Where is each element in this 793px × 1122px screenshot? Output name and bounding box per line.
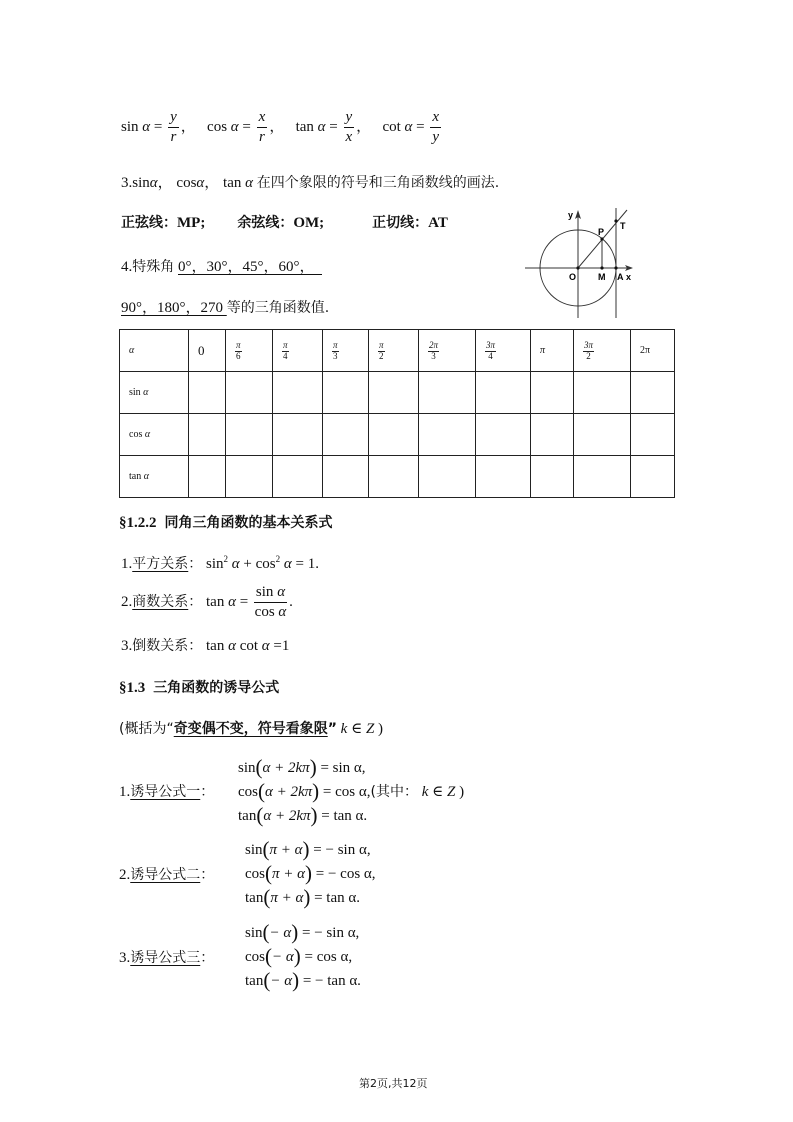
argument: − α bbox=[270, 973, 293, 989]
numerator: x bbox=[430, 110, 441, 128]
fn-name: cos bbox=[129, 429, 143, 440]
argument: − α bbox=[272, 949, 294, 965]
fn-name: cos bbox=[207, 118, 228, 135]
definitions-line bbox=[121, 110, 443, 145]
induction-formula-1-label bbox=[119, 781, 214, 801]
table-header-cell bbox=[531, 330, 574, 372]
item4-suffix: 等的三角函数值. bbox=[226, 300, 330, 316]
label-M: M bbox=[598, 272, 606, 282]
row-label-cell bbox=[120, 414, 189, 456]
fn-name: sin bbox=[245, 925, 263, 941]
rhs: = tan α. bbox=[314, 890, 360, 906]
quote-close: ” bbox=[327, 721, 337, 737]
relation-label: 商数关系 bbox=[132, 593, 189, 610]
operator: ∈ bbox=[351, 721, 363, 737]
table-cell[interactable] bbox=[189, 456, 226, 498]
var: Z bbox=[447, 784, 456, 800]
rhs: = − cos α, bbox=[315, 866, 376, 882]
section-title: 同角三角函数的基本关系式 bbox=[164, 515, 333, 531]
argument: α + 2kπ bbox=[265, 784, 313, 800]
formula-line: sin(π + α) = − sin α, bbox=[245, 837, 371, 861]
item-number: 1. bbox=[121, 556, 133, 572]
value: 1. bbox=[307, 556, 319, 572]
mnemonic-line bbox=[119, 718, 383, 738]
numerator: π bbox=[283, 340, 288, 351]
denominator: 4 bbox=[283, 350, 288, 361]
denominator: 2 bbox=[586, 350, 591, 361]
formula-label: 诱导公式一 bbox=[130, 784, 201, 800]
fn-name: tan bbox=[295, 118, 314, 135]
point-T bbox=[614, 219, 617, 222]
induction-formula-2 bbox=[245, 838, 376, 910]
denominator: 2 bbox=[379, 350, 384, 361]
cosine-line-label: 余弦线： bbox=[237, 215, 294, 231]
denominator bbox=[255, 603, 287, 620]
induction-formula-1 bbox=[238, 756, 464, 828]
denominator: x bbox=[345, 129, 353, 145]
var: α bbox=[245, 175, 253, 191]
reciprocal-relation bbox=[121, 635, 289, 655]
formula-line: tan(π + α) = tan α. bbox=[245, 885, 360, 909]
formula-line: cos(π + α) = − cos α, bbox=[245, 861, 376, 885]
fn-name: cos bbox=[245, 949, 265, 965]
formula-label: 诱导公式三 bbox=[130, 950, 201, 966]
row-label-cell bbox=[120, 372, 189, 414]
rhs: = − sin α, bbox=[313, 842, 371, 858]
table-cell[interactable] bbox=[574, 414, 631, 456]
section-number: §1.3 bbox=[119, 680, 146, 696]
fn-name: sin bbox=[129, 387, 141, 398]
var: α bbox=[230, 118, 239, 135]
var: α bbox=[196, 175, 205, 191]
sine-line-label: 正弦线： bbox=[121, 215, 177, 231]
section-122-heading bbox=[119, 512, 333, 532]
formula-line: tan(− α) = − tan α. bbox=[245, 968, 361, 992]
fn-name: sin bbox=[245, 842, 263, 858]
var: k bbox=[340, 721, 348, 737]
def-cos: cos α = $\frac{x}{r}$ ， bbox=[207, 109, 285, 145]
rhs: = cos α, bbox=[304, 949, 353, 965]
table-header-cell bbox=[476, 330, 531, 372]
unit-circle-diagram bbox=[515, 200, 645, 325]
table-cell[interactable] bbox=[273, 414, 323, 456]
argument: π + α bbox=[270, 890, 304, 906]
var: Z bbox=[365, 721, 375, 737]
table-header-cell bbox=[323, 330, 369, 372]
table-cell[interactable] bbox=[323, 414, 369, 456]
rhs: = − sin α, bbox=[302, 925, 360, 941]
table-cell[interactable] bbox=[631, 414, 675, 456]
rhs: = − tan α. bbox=[302, 973, 361, 989]
fn-name: cos bbox=[245, 866, 265, 882]
denominator: 3 bbox=[431, 350, 436, 361]
fraction bbox=[428, 341, 439, 361]
label-y: y bbox=[568, 210, 574, 220]
section-number: §1.2.2 bbox=[119, 515, 157, 531]
table-cell[interactable] bbox=[369, 372, 419, 414]
formula-label: 诱导公式二 bbox=[130, 867, 201, 883]
colon: ： bbox=[200, 950, 215, 966]
paren-close: ) bbox=[459, 784, 465, 800]
item4-line1 bbox=[121, 255, 322, 276]
sine-line-value: MP; bbox=[177, 215, 206, 231]
table-cell[interactable] bbox=[631, 372, 675, 414]
table-cell[interactable] bbox=[476, 372, 531, 414]
cosine-line-value: OM; bbox=[293, 215, 325, 231]
fraction bbox=[282, 341, 289, 361]
trig-lines-row bbox=[121, 212, 448, 232]
formula-line: cos(− α) = cos α, bbox=[245, 944, 353, 968]
var: α bbox=[143, 387, 149, 398]
denominator: r bbox=[259, 129, 265, 145]
table-cell[interactable] bbox=[273, 456, 323, 498]
special-angles-line2: 90°，180°，270 bbox=[121, 300, 223, 316]
fraction bbox=[344, 110, 355, 145]
point-P bbox=[600, 237, 603, 240]
table-header-cell bbox=[369, 330, 419, 372]
label-O: O bbox=[569, 272, 577, 282]
table-header-cell bbox=[189, 330, 226, 372]
table-cell[interactable] bbox=[574, 372, 631, 414]
numerator: π bbox=[333, 340, 338, 351]
var: α bbox=[228, 638, 236, 654]
separator: ， bbox=[356, 118, 372, 135]
colon: ： bbox=[200, 784, 215, 800]
def-sin: sin α = $\frac{y}{r}$ ， bbox=[121, 109, 196, 145]
fn-name: sin bbox=[121, 118, 139, 135]
table-cell[interactable] bbox=[273, 372, 323, 414]
table-cell[interactable] bbox=[531, 456, 574, 498]
fn-name: tan bbox=[245, 890, 264, 906]
table-cell[interactable] bbox=[419, 456, 476, 498]
mnemonic-rule: 奇变偶不变，符号看象限 bbox=[173, 721, 328, 737]
separator: ， bbox=[204, 175, 220, 191]
relation-label: 倒数关系 bbox=[132, 638, 189, 654]
header-value: π bbox=[540, 345, 546, 356]
separator: ， bbox=[269, 118, 285, 135]
fn-name: tan bbox=[245, 973, 264, 989]
var: α bbox=[283, 556, 292, 572]
point-M bbox=[600, 266, 603, 269]
denominator: 6 bbox=[236, 350, 241, 361]
table-cell[interactable] bbox=[531, 414, 574, 456]
var: α bbox=[317, 118, 326, 135]
colon: ： bbox=[200, 867, 215, 883]
operator: = bbox=[295, 556, 304, 572]
fraction bbox=[378, 341, 385, 361]
table-cell[interactable] bbox=[531, 372, 574, 414]
fraction bbox=[430, 110, 441, 145]
formula-line: sin(α + 2kπ) = sin α, bbox=[238, 755, 366, 779]
square-relation bbox=[121, 553, 319, 573]
argument: α + 2kπ bbox=[263, 808, 311, 824]
table-cell[interactable] bbox=[226, 456, 273, 498]
def-tan: tan α = $\frac{y}{x}$ ， bbox=[295, 109, 372, 145]
var: α bbox=[277, 584, 286, 600]
alpha-symbol: α bbox=[129, 345, 135, 356]
item4-line2 bbox=[121, 296, 329, 317]
label-A: A bbox=[617, 272, 624, 282]
var: α bbox=[143, 471, 149, 482]
value: 1 bbox=[281, 638, 290, 654]
fraction bbox=[168, 110, 179, 145]
numerator: x bbox=[257, 110, 268, 128]
fraction bbox=[235, 341, 242, 361]
table-header-cell bbox=[226, 330, 273, 372]
table-cell[interactable] bbox=[369, 414, 419, 456]
table-header-cell bbox=[631, 330, 675, 372]
table-cell[interactable] bbox=[323, 372, 369, 414]
summary-open: (概括为“ bbox=[119, 721, 174, 737]
denominator: 3 bbox=[333, 350, 338, 361]
table-cell[interactable] bbox=[476, 414, 531, 456]
numerator: y bbox=[344, 110, 355, 128]
table-row bbox=[120, 414, 675, 456]
row-label-cell bbox=[120, 456, 189, 498]
item3-text: 在四个象限的符号和三角函数线的画法. bbox=[256, 175, 500, 191]
fn-name: cos bbox=[254, 604, 275, 620]
denominator: 4 bbox=[488, 350, 493, 361]
table-cell[interactable] bbox=[323, 456, 369, 498]
var: α bbox=[278, 604, 287, 620]
fraction bbox=[254, 585, 287, 620]
numerator: π bbox=[236, 340, 241, 351]
special-angles-line1: 0°，30°，45°，60°， bbox=[178, 259, 315, 275]
label-P: P bbox=[598, 227, 605, 237]
table-cell[interactable] bbox=[189, 414, 226, 456]
fn-name: sin bbox=[238, 760, 256, 776]
table-cell[interactable] bbox=[226, 414, 273, 456]
table-cell[interactable] bbox=[419, 372, 476, 414]
numerator: 3π bbox=[584, 340, 594, 351]
item-number: 3. bbox=[121, 175, 133, 191]
fn-name: sin bbox=[255, 584, 274, 600]
fn-name: sin bbox=[132, 175, 150, 191]
fraction bbox=[583, 341, 594, 361]
item4-prefix: 特殊角 bbox=[132, 259, 175, 275]
var: α bbox=[142, 118, 151, 135]
note-open: (其中： bbox=[370, 784, 418, 800]
argument: α + 2kπ bbox=[262, 760, 310, 776]
var: α bbox=[228, 593, 236, 610]
var: α bbox=[231, 556, 240, 572]
table-cell[interactable] bbox=[574, 456, 631, 498]
fn-name: cos bbox=[238, 784, 258, 800]
numerator bbox=[254, 585, 287, 603]
table-corner-cell bbox=[120, 330, 189, 372]
section-13-heading bbox=[119, 677, 279, 697]
page-footer: 第2页,共12页 bbox=[359, 1077, 428, 1090]
argument: π + α bbox=[272, 866, 306, 882]
fn-name: cos bbox=[255, 556, 276, 572]
table-header-cell bbox=[574, 330, 631, 372]
fn-name: cos bbox=[176, 175, 197, 191]
formula-line: tan(α + 2kπ) = tan α. bbox=[238, 803, 368, 827]
fn-name: tan bbox=[206, 638, 225, 654]
argument: − α bbox=[269, 925, 292, 941]
rhs: = sin α, bbox=[320, 760, 366, 776]
table-cell[interactable] bbox=[631, 456, 675, 498]
tangent-line-label: 正切线： bbox=[372, 215, 429, 231]
induction-formula-3-label bbox=[119, 947, 214, 967]
induction-formula-2-label bbox=[119, 864, 214, 884]
item3-line bbox=[121, 171, 499, 192]
header-value: 0 bbox=[198, 342, 205, 358]
relation-label: 平方关系 bbox=[132, 556, 189, 572]
formula-line: cos(α + 2kπ) = cos α,(其中： k ∈ Z ) bbox=[238, 779, 465, 803]
table-cell[interactable] bbox=[419, 414, 476, 456]
fn-name: tan bbox=[223, 175, 242, 191]
numerator: 2π bbox=[429, 340, 439, 351]
fn-name: cot bbox=[239, 638, 259, 654]
rhs: = tan α. bbox=[321, 808, 368, 824]
tangent-line-value: AT bbox=[428, 215, 448, 231]
table-cell[interactable] bbox=[476, 456, 531, 498]
denominator: r bbox=[170, 129, 177, 145]
table-header-cell bbox=[273, 330, 323, 372]
item-number: 2. bbox=[121, 593, 133, 610]
fn-name: tan bbox=[206, 593, 225, 610]
point-O bbox=[576, 266, 579, 269]
label-x: x bbox=[626, 272, 632, 282]
operator: = bbox=[273, 638, 282, 654]
formula-line: sin(− α) = − sin α, bbox=[245, 920, 360, 944]
table-cell[interactable] bbox=[189, 372, 226, 414]
fn-name: tan bbox=[238, 808, 257, 824]
rhs: = cos α, bbox=[322, 784, 371, 800]
numerator: 3π bbox=[486, 340, 496, 351]
item-number: 1. bbox=[119, 784, 131, 800]
def-cot: cot α = $\frac{x}{y}$ bbox=[382, 109, 440, 145]
exponent: 2 bbox=[223, 554, 229, 564]
fraction bbox=[485, 341, 496, 361]
denominator: y bbox=[432, 129, 440, 145]
paren-close: ) bbox=[378, 721, 384, 737]
operator: ∈ bbox=[432, 784, 444, 800]
fraction bbox=[332, 341, 339, 361]
header-value: 2π bbox=[640, 345, 651, 356]
table-cell[interactable] bbox=[369, 456, 419, 498]
item-number: 3. bbox=[121, 638, 133, 654]
table-cell[interactable] bbox=[226, 372, 273, 414]
var: α bbox=[261, 638, 270, 654]
colon: ： bbox=[188, 593, 203, 610]
colon: ： bbox=[188, 638, 203, 654]
separator: ， bbox=[180, 118, 196, 135]
var: α bbox=[144, 429, 151, 440]
colon: ： bbox=[188, 556, 203, 572]
var: α bbox=[149, 175, 158, 191]
operator: + bbox=[243, 556, 252, 572]
item-number: 2. bbox=[119, 867, 131, 883]
fn-name: sin bbox=[206, 556, 224, 572]
table-header-row bbox=[120, 330, 675, 372]
var: α bbox=[404, 118, 413, 135]
quotient-relation bbox=[121, 585, 293, 620]
argument: π + α bbox=[269, 842, 303, 858]
operator: = bbox=[239, 593, 249, 610]
label-T: T bbox=[620, 221, 626, 231]
numerator: π bbox=[379, 340, 384, 351]
item-number: 4. bbox=[121, 259, 133, 275]
table-row bbox=[120, 372, 675, 414]
item-number: 3. bbox=[119, 950, 131, 966]
var: k bbox=[421, 784, 429, 800]
period: . bbox=[289, 593, 293, 610]
section-title: 三角函数的诱导公式 bbox=[153, 680, 280, 696]
separator: ， bbox=[157, 175, 173, 191]
induction-formula-3 bbox=[245, 921, 361, 993]
table-row bbox=[120, 456, 675, 498]
numerator: y bbox=[168, 110, 179, 128]
exponent: 2 bbox=[275, 554, 281, 564]
point-A bbox=[614, 266, 617, 269]
fraction bbox=[257, 110, 268, 145]
fn-name: tan bbox=[129, 471, 142, 482]
fn-name: cot bbox=[382, 118, 401, 135]
special-angle-table bbox=[119, 329, 675, 498]
table-header-cell bbox=[419, 330, 476, 372]
